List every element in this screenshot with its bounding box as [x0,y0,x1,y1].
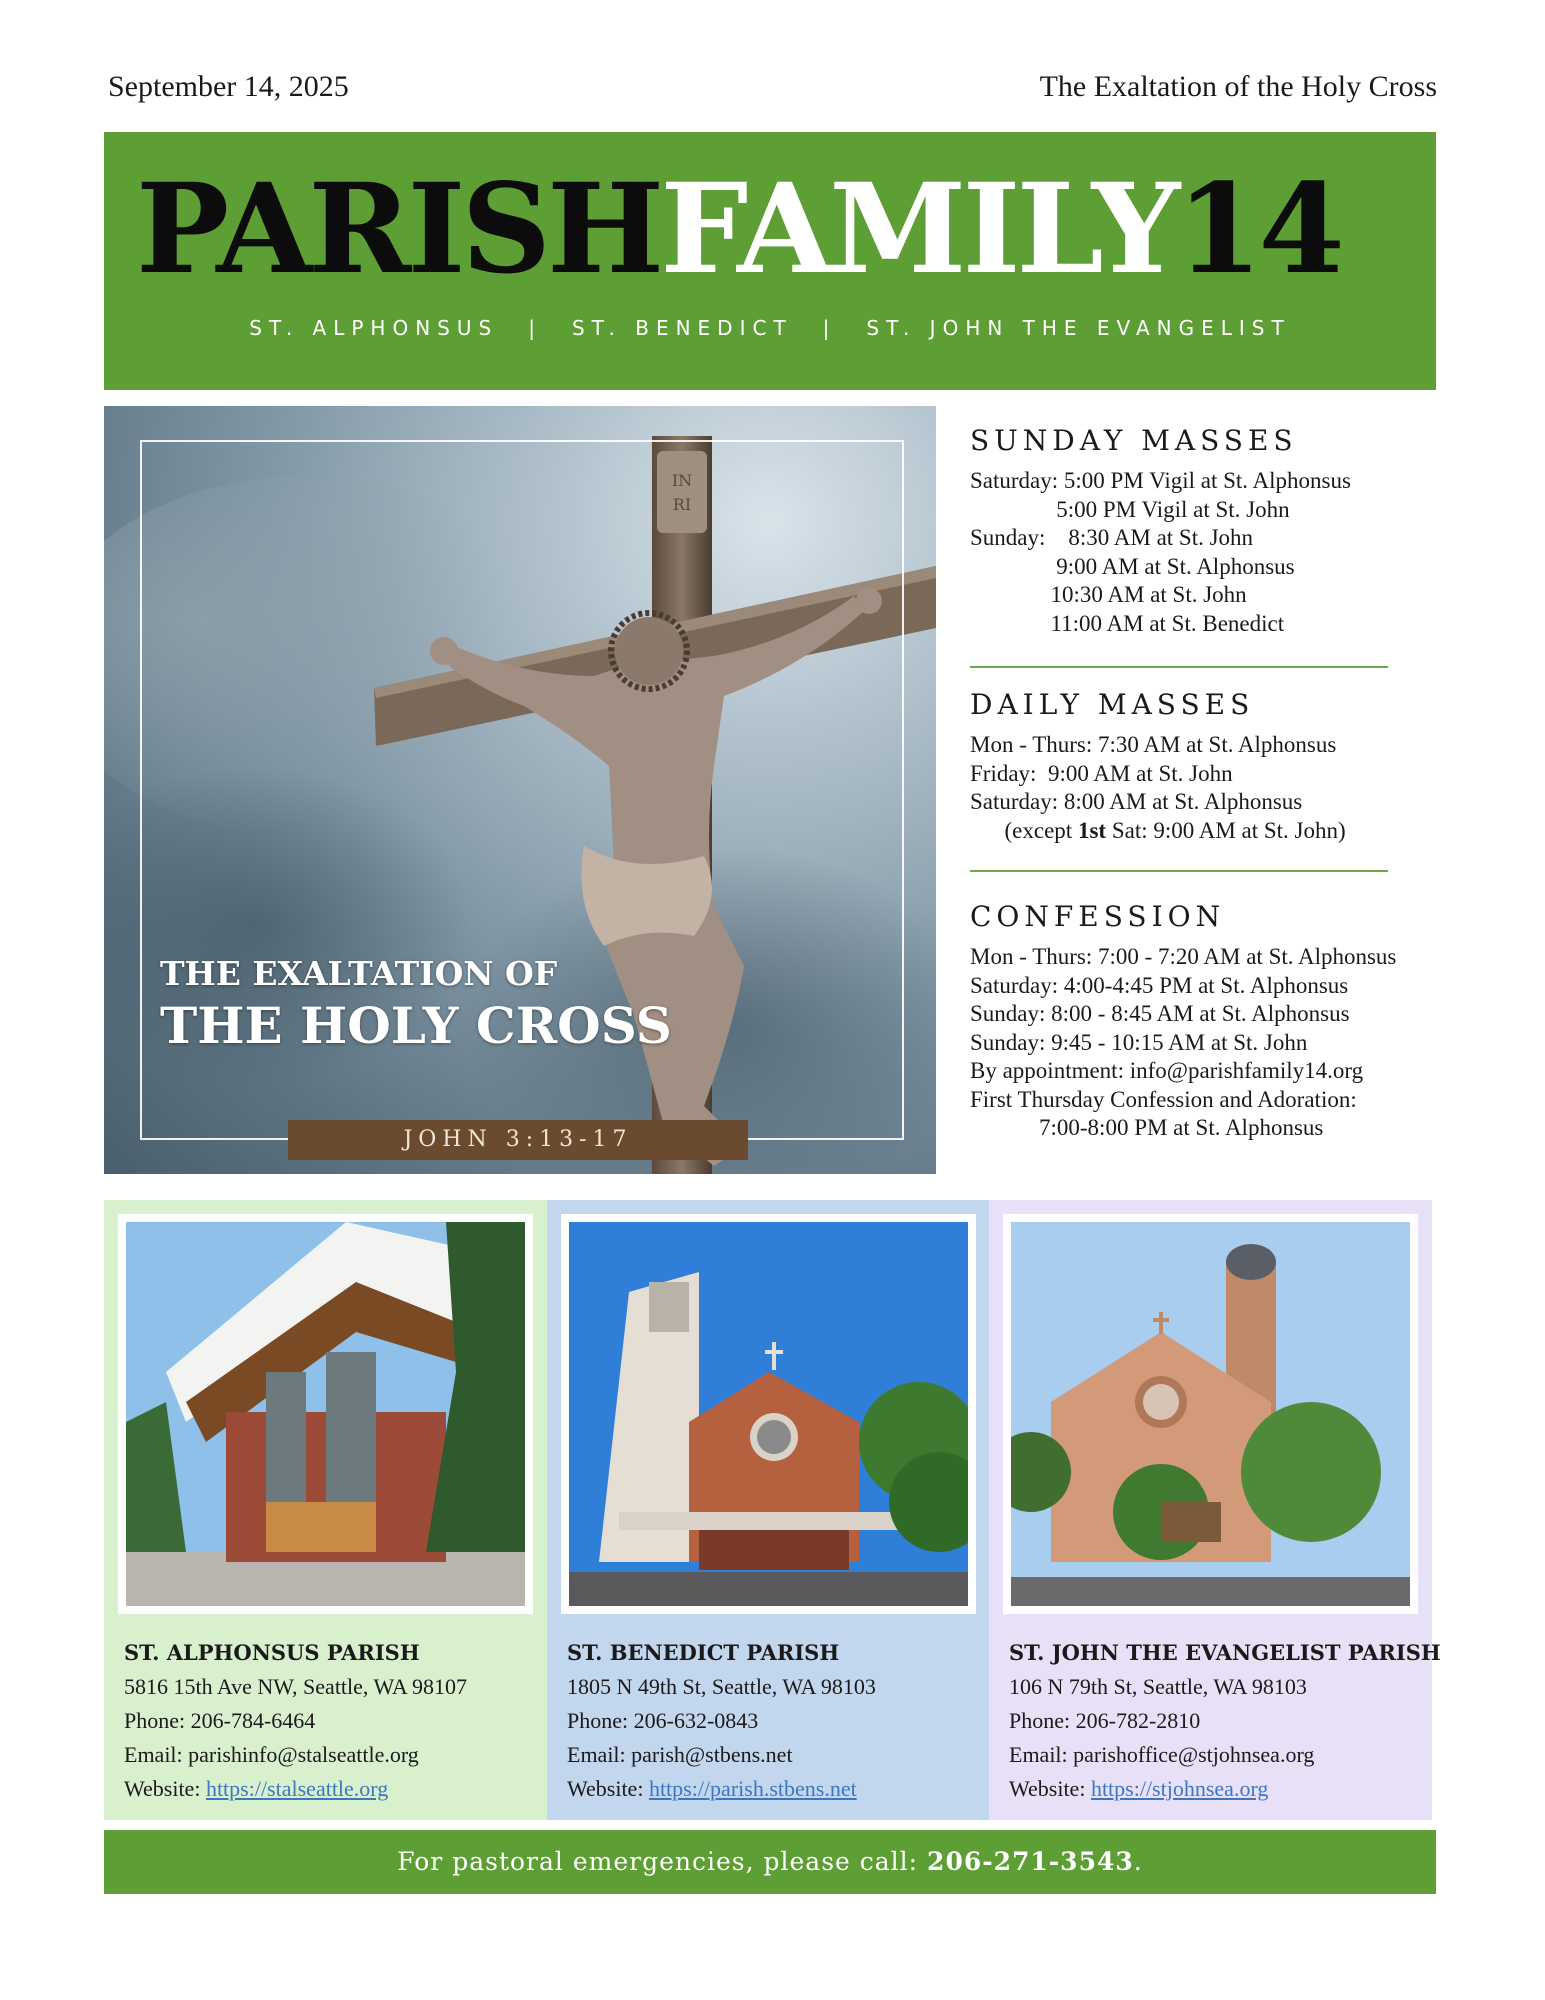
st-john-church-image [1011,1222,1410,1606]
masthead-title-number: 14 [1176,157,1341,302]
parish-website-link[interactable]: https://stjohnsea.org [1090,1776,1269,1801]
confession-heading: CONFESSION [970,900,1226,933]
parish-website-row [124,1772,467,1806]
inri-sign-line-1: IN [671,471,693,490]
masthead-separator: | [822,316,837,340]
masthead-parish-1: ST. ALPHONSUS [249,316,499,340]
parish-address: 5816 15th Ave NW, Seattle, WA 98107 [124,1674,468,1699]
masthead-separator: | [528,316,542,340]
parish-address: 1805 N 49th St, Seattle, WA 98103 [567,1674,876,1699]
footer-period: . [1133,1847,1143,1876]
gospel-reference: JOHN 3:13-17 [288,1120,748,1160]
parish-address: 106 N 79th St, Seattle, WA 98103 [1009,1674,1307,1699]
daily-mass-line: Friday: 9:00 AM at St. John [970,760,1233,786]
st-benedict-info [567,1636,876,1806]
daily-mass-exception [970,817,1440,846]
exception-prefix: (except [970,817,1078,843]
masthead-parish-list [104,316,1436,340]
masthead-title-parish: PARISH [136,157,661,302]
website-label: Website: [1009,1776,1091,1801]
st-alphonsus-photo [118,1214,533,1614]
masthead [104,132,1436,390]
st-benedict-church-image [569,1222,968,1606]
confession-line: By appointment: info@parishfamily14.org [970,1058,1364,1083]
st-john-info [1009,1636,1441,1806]
st-john-photo [1003,1214,1418,1614]
section-divider [970,870,1388,872]
st-benedict-photo [561,1214,976,1614]
emergency-phone[interactable]: 206-271-3543 [927,1847,1134,1876]
parish-email: Email: parishoffice@stjohnsea.org [1009,1742,1315,1767]
parish-website-row [567,1772,876,1806]
parish-name: ST. JOHN THE EVANGELIST PARISH [1009,1640,1441,1665]
daily-mass-line: Mon - Thurs: 7:30 AM at St. Alphonsus [970,732,1337,757]
parish-name: ST. ALPHONSUS PARISH [124,1640,420,1665]
confession-line: Sunday: 9:45 - 10:15 AM at St. John [970,1029,1308,1055]
parish-phone: Phone: 206-782-2810 [1009,1708,1201,1733]
confession-line: Mon - Thurs: 7:00 - 7:20 AM at St. Alphonsus [970,944,1397,969]
sunday-mass-line: 5:00 PM Vigil at St. John [970,496,1290,522]
section-divider [970,666,1388,668]
exception-suffix: Sat: 9:00 AM at St. John) [1106,817,1346,843]
sunday-mass-line: 11:00 AM at St. Benedict [970,610,1285,636]
sunday-mass-line: 10:30 AM at St. John [970,582,1247,607]
parish-website-row [1009,1772,1441,1806]
hero-caption-line-1: THE EXALTATION OF [160,954,558,993]
confession-line: 7:00-8:00 PM at St. Alphonsus [970,1115,1324,1140]
daily-mass-line: Saturday: 8:00 AM at St. Alphonsus [970,789,1303,814]
confession-line: Sunday: 8:00 - 8:45 AM at St. Alphonsus [970,1001,1350,1026]
masthead-title [136,157,1341,302]
confession-line: First Thursday Confession and Adoration: [970,1086,1357,1112]
exception-first: 1st [1077,817,1107,843]
daily-masses-heading: DAILY MASSES [970,688,1255,721]
parish-website-link[interactable]: https://parish.stbens.net [648,1776,857,1801]
masthead-title-family: FAMILY [660,157,1177,302]
parish-phone: Phone: 206-784-6464 [124,1708,316,1733]
daily-masses-section [970,688,1440,845]
sunday-masses-heading: SUNDAY MASSES [970,424,1298,457]
st-alphonsus-church-image [126,1222,525,1606]
masthead-parish-3: ST. JOHN THE EVANGELIST [866,316,1291,340]
st-alphonsus-info [124,1636,467,1806]
parish-email: Email: parishinfo@stalseattle.org [124,1742,419,1767]
sunday-mass-line: Sunday: 8:30 AM at St. John [970,525,1254,550]
sunday-mass-line: Saturday: 5:00 PM Vigil at St. Alphonsus [970,468,1351,493]
masthead-parish-2: ST. BENEDICT [571,316,793,340]
feast-title: The Exaltation of the Holy Cross [1039,70,1437,103]
parish-name: ST. BENEDICT PARISH [567,1640,840,1665]
sunday-masses-section [970,424,1440,638]
hero-caption-line-2: THE HOLY CROSS [160,996,672,1055]
confession-section [970,900,1440,1143]
parish-card-st-john [989,1200,1441,1820]
inri-sign-line-2: RI [672,495,692,514]
footer-text: For pastoral emergencies, please call: [397,1847,928,1876]
parish-phone: Phone: 206-632-0843 [567,1708,759,1733]
confession-line: Saturday: 4:00-4:45 PM at St. Alphonsus [970,972,1349,998]
parish-website-link[interactable]: https://stalseattle.org [205,1776,389,1801]
website-label: Website: [567,1776,649,1801]
hero-image [104,406,936,1174]
parish-email: Email: parish@stbens.net [567,1742,793,1767]
parish-card-st-alphonsus [104,1200,547,1820]
sunday-mass-line: 9:00 AM at St. Alphonsus [970,553,1295,579]
website-label: Website: [124,1776,206,1801]
parish-card-st-benedict [547,1200,989,1820]
emergency-footer [104,1830,1436,1894]
bulletin-date: September 14, 2025 [108,70,349,103]
